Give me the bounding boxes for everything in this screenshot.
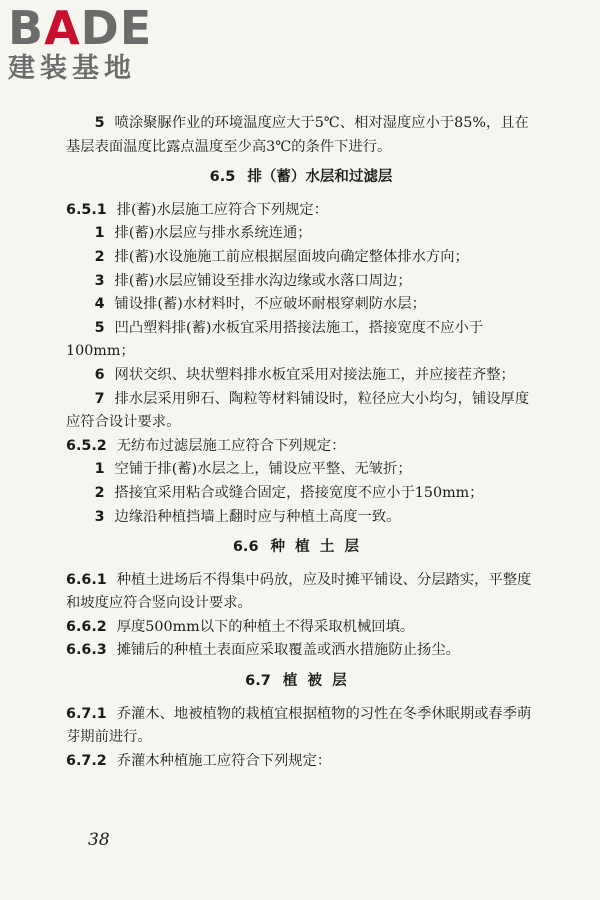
paragraph-text: 排(蓄)水层施工应符合下列规定： bbox=[116, 201, 329, 218]
section-title: 植被层 bbox=[282, 673, 357, 690]
page-number: 38 bbox=[88, 830, 110, 850]
document-body bbox=[66, 112, 536, 773]
list-item bbox=[66, 222, 536, 246]
paragraph-text: 无纺布过滤层施工应符合下列规定： bbox=[116, 437, 346, 454]
paragraph-text: 铺设排(蓄)水材料时，不应破坏耐根穿刺防水层； bbox=[114, 296, 426, 313]
paragraph-text: 排(蓄)水层应与排水系统连通； bbox=[114, 225, 312, 242]
section-number: 6.5 bbox=[209, 169, 236, 186]
item-number: 6 bbox=[94, 366, 105, 383]
clause-number: 6.5.2 bbox=[66, 437, 107, 454]
clause-paragraph bbox=[66, 435, 536, 459]
list-item bbox=[66, 364, 536, 388]
paragraph-text: 排(蓄)水层应铺设至排水沟边缘或水落口周边； bbox=[114, 272, 412, 289]
clause-number: 6.5.1 bbox=[66, 201, 107, 218]
list-item bbox=[66, 388, 536, 435]
section-heading bbox=[66, 670, 536, 694]
list-item bbox=[66, 246, 536, 270]
paragraph-text: 乔灌木种植施工应符合下列规定： bbox=[116, 752, 332, 769]
list-item bbox=[66, 270, 536, 294]
item-number: 5 bbox=[94, 319, 105, 336]
item-number: 3 bbox=[94, 272, 105, 289]
section-heading bbox=[66, 166, 536, 190]
logo-wordmark: BADE bbox=[8, 1, 153, 55]
paragraph-text: 边缘沿种植挡墙上翻时应与种植土高度一致。 bbox=[114, 508, 401, 525]
item-number: 7 bbox=[94, 390, 105, 407]
clause-paragraph bbox=[66, 569, 536, 616]
section-title: 排（蓄）水层和过滤层 bbox=[247, 169, 393, 186]
item-number: 2 bbox=[94, 484, 105, 501]
section-heading bbox=[66, 536, 536, 560]
paragraph-text: 凹凸塑料排(蓄)水板宜采用搭接法施工，搭接宽度不应小于100mm； bbox=[66, 319, 484, 360]
section-title: 种植土层 bbox=[270, 539, 370, 556]
paragraph-text: 排水层采用卵石、陶粒等材料铺设时，粒径应大小均匀，铺设厚度应符合设计要求。 bbox=[66, 390, 530, 431]
clause-paragraph bbox=[66, 703, 536, 750]
item-number: 1 bbox=[94, 461, 105, 478]
list-item bbox=[66, 458, 536, 482]
paragraph-text: 喷涂聚脲作业的环境温度应大于5℃、相对湿度应小于85%，且在基层表面温度比露点温度至少高3℃的条件下进行。 bbox=[66, 115, 529, 155]
paragraph-text: 空铺于排(蓄)水层之上，铺设应平整、无皱折； bbox=[114, 461, 412, 478]
list-item bbox=[66, 317, 536, 364]
clause-number: 6.6.2 bbox=[66, 618, 107, 635]
clause-number: 6.7.2 bbox=[66, 752, 107, 769]
list-item bbox=[66, 482, 536, 506]
item-number: 4 bbox=[94, 296, 105, 313]
list-item bbox=[66, 112, 536, 159]
section-number: 6.6 bbox=[232, 539, 259, 556]
clause-number: 6.6.1 bbox=[66, 571, 107, 588]
clause-paragraph bbox=[66, 750, 536, 774]
paragraph-text: 排(蓄)水设施施工前应根据屋面坡向确定整体排水方向； bbox=[114, 248, 469, 265]
clause-paragraph bbox=[66, 616, 536, 640]
item-number: 3 bbox=[94, 508, 105, 525]
item-number: 2 bbox=[94, 248, 105, 265]
clause-paragraph bbox=[66, 639, 536, 663]
paragraph-text: 厚度500mm以下的种植土不得采取机械回填。 bbox=[116, 618, 415, 635]
paragraph-text: 网状交织、块状塑料排水板宜采用对接法施工，并应接茬齐整； bbox=[114, 366, 515, 383]
section-number: 6.7 bbox=[245, 673, 271, 690]
clause-paragraph bbox=[66, 199, 536, 223]
clause-number: 6.7.1 bbox=[66, 705, 107, 722]
list-item bbox=[66, 293, 536, 317]
paragraph-text: 搭接宜采用粘合或缝合固定，搭接宽度不应小于150mm； bbox=[114, 484, 484, 501]
paragraph-text: 乔灌木、地被植物的栽植宜根据植物的习性在冬季休眠期或春季萌芽期前进行。 bbox=[66, 705, 532, 746]
item-number: 1 bbox=[94, 225, 105, 242]
clause-number: 6.6.3 bbox=[66, 642, 107, 659]
list-item bbox=[66, 506, 536, 530]
logo-subtitle: 建装基地 bbox=[8, 53, 136, 84]
item-number: 5 bbox=[94, 115, 105, 131]
paragraph-text: 种植土进场后不得集中码放，应及时摊平铺设、分层踏实，平整度和坡度应符合竖向设计要求。 bbox=[66, 571, 532, 612]
paragraph-text: 摊铺后的种植土表面应采取覆盖或洒水措施防止扬尘。 bbox=[116, 642, 460, 659]
bade-logo bbox=[8, 1, 178, 86]
